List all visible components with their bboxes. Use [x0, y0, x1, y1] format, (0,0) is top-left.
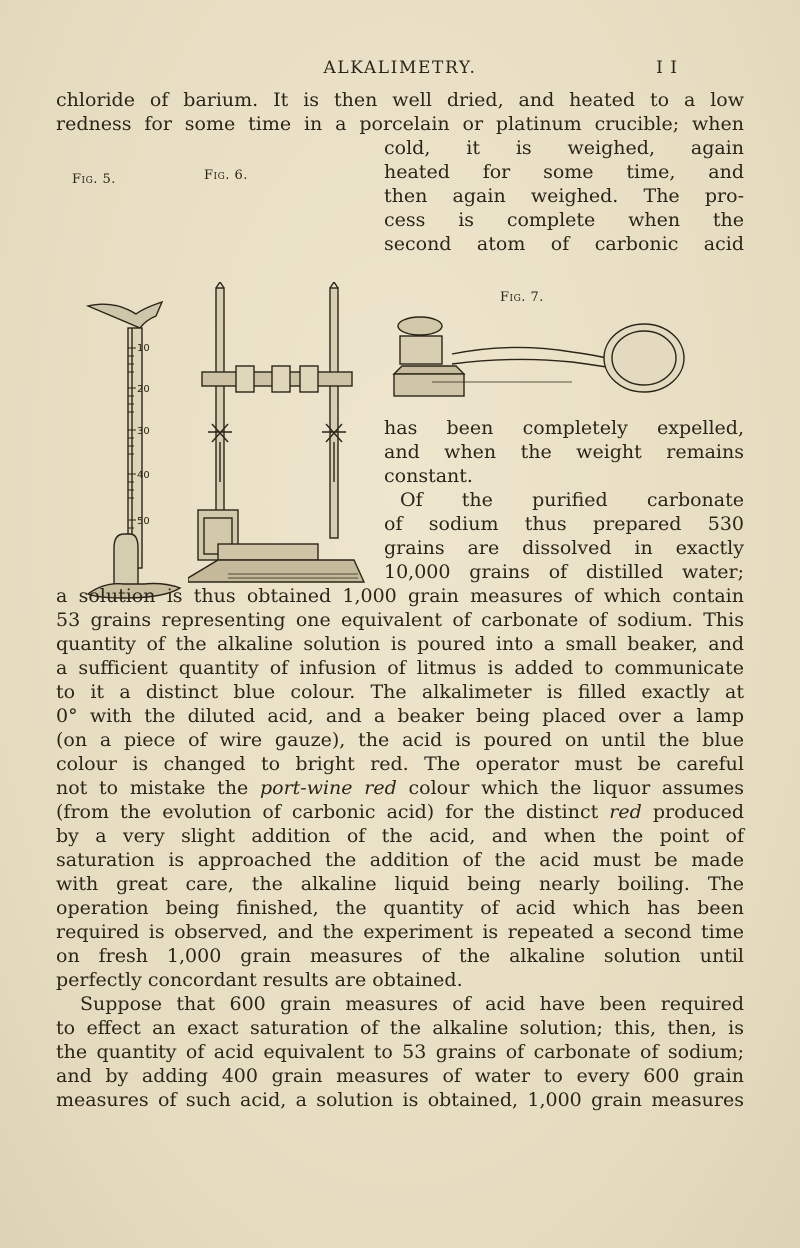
- scale-label: 40: [137, 470, 150, 481]
- text-line: [56, 776, 744, 800]
- text-line: and by adding 400 grain measures of water to every 600 grain: [56, 1065, 744, 1087]
- text-fragment: (from the evolution of carbonic acid) for the distinct: [56, 801, 599, 823]
- fig7-caption: Fig. 7.: [500, 290, 544, 305]
- text-line: to it a distinct blue colour. The alkalimeter is filled exactly at: [56, 681, 744, 703]
- text-line: redness for some time in a porcelain or platinum crucible; when: [56, 113, 744, 135]
- italic-red: red: [609, 801, 642, 823]
- text-line: (on a piece of wire gauze), the acid is poured on until the blue: [56, 729, 744, 751]
- text-line: grains are dissolved in exactly: [384, 537, 744, 559]
- text-line: heated for some time, and: [384, 161, 744, 183]
- text-line: required is observed, and the experiment is repeated a second time: [56, 921, 744, 943]
- text-line: 10,000 grains of distilled water;: [384, 561, 744, 583]
- text-line: perfectly concordant results are obtained.: [56, 969, 463, 991]
- text-line: cold, it is weighed, again: [384, 137, 744, 159]
- text-line: the quantity of acid equivalent to 53 grains of carbonate of sodium;: [56, 1041, 744, 1063]
- text-line: [56, 800, 744, 824]
- text-line: and when the weight remains: [384, 441, 744, 463]
- fig6-caption: Fig. 6.: [204, 168, 248, 183]
- text-line: cess is complete when the: [384, 209, 744, 231]
- text-line: colour is changed to bright red. The operator must be careful: [56, 753, 744, 775]
- text-line: operation being finished, the quantity of acid which has been: [56, 897, 744, 919]
- text-line: of sodium thus prepared 530: [384, 513, 744, 535]
- scale-label: 20: [137, 384, 150, 395]
- text-line: measures of such acid, a solution is obtained, 1,000 grain measures: [56, 1089, 744, 1111]
- text-line: 53 grains representing one equivalent of carbonate of sodium. This: [56, 609, 744, 631]
- text-line: Suppose that 600 grain measures of acid have been required: [80, 993, 744, 1015]
- scale-label: 30: [137, 426, 150, 437]
- page-number: I I: [656, 58, 678, 78]
- text-line: saturation is approached the addition of the acid must be made: [56, 849, 744, 871]
- text-line: then again weighed. The pro-: [384, 185, 744, 207]
- scale-label: 10: [137, 343, 150, 354]
- text-line: second atom of carbonic acid: [384, 233, 744, 255]
- text-line: has been completely expelled,: [384, 417, 744, 439]
- text-line: quantity of the alkaline solution is poured into a small beaker, and: [56, 633, 744, 655]
- running-title: ALKALIMETRY.: [323, 58, 477, 78]
- text-line: 0° with the diluted acid, and a beaker being placed over a lamp: [56, 705, 744, 727]
- text-fragment: colour which the liquor assumes: [408, 777, 745, 799]
- text-line: with great care, the alkaline liquid being nearly boiling. The: [56, 873, 744, 895]
- text-line: Of the purified carbonate: [400, 489, 744, 511]
- text-line: by a very slight addition of the acid, and when the point of: [56, 825, 744, 847]
- crucible-tongs-figure: [392, 312, 692, 404]
- text-line: chloride of barium. It is then well dried, and heated to a low: [56, 89, 744, 111]
- text-line: a solution is thus obtained 1,000 grain measures of which contain: [56, 585, 744, 607]
- text-line: a sufficient quantity of infusion of litmus is added to communicate: [56, 657, 744, 679]
- alkalimeter-figure: [84, 298, 184, 600]
- text-fragment: not to mistake the: [56, 777, 249, 799]
- fig5-caption: Fig. 5.: [72, 172, 116, 187]
- text-line: constant.: [384, 465, 473, 487]
- scale-label: 50: [137, 516, 150, 527]
- text-line: on fresh 1,000 grain measures of the alkaline solution until: [56, 945, 744, 967]
- running-head: [0, 54, 800, 84]
- italic-port-wine-red: port-wine red: [259, 777, 397, 799]
- burette-stand-figure: [188, 282, 366, 604]
- text-fragment: produced: [652, 801, 744, 823]
- text-line: to effect an exact saturation of the alkaline solution; this, then, is: [56, 1017, 744, 1039]
